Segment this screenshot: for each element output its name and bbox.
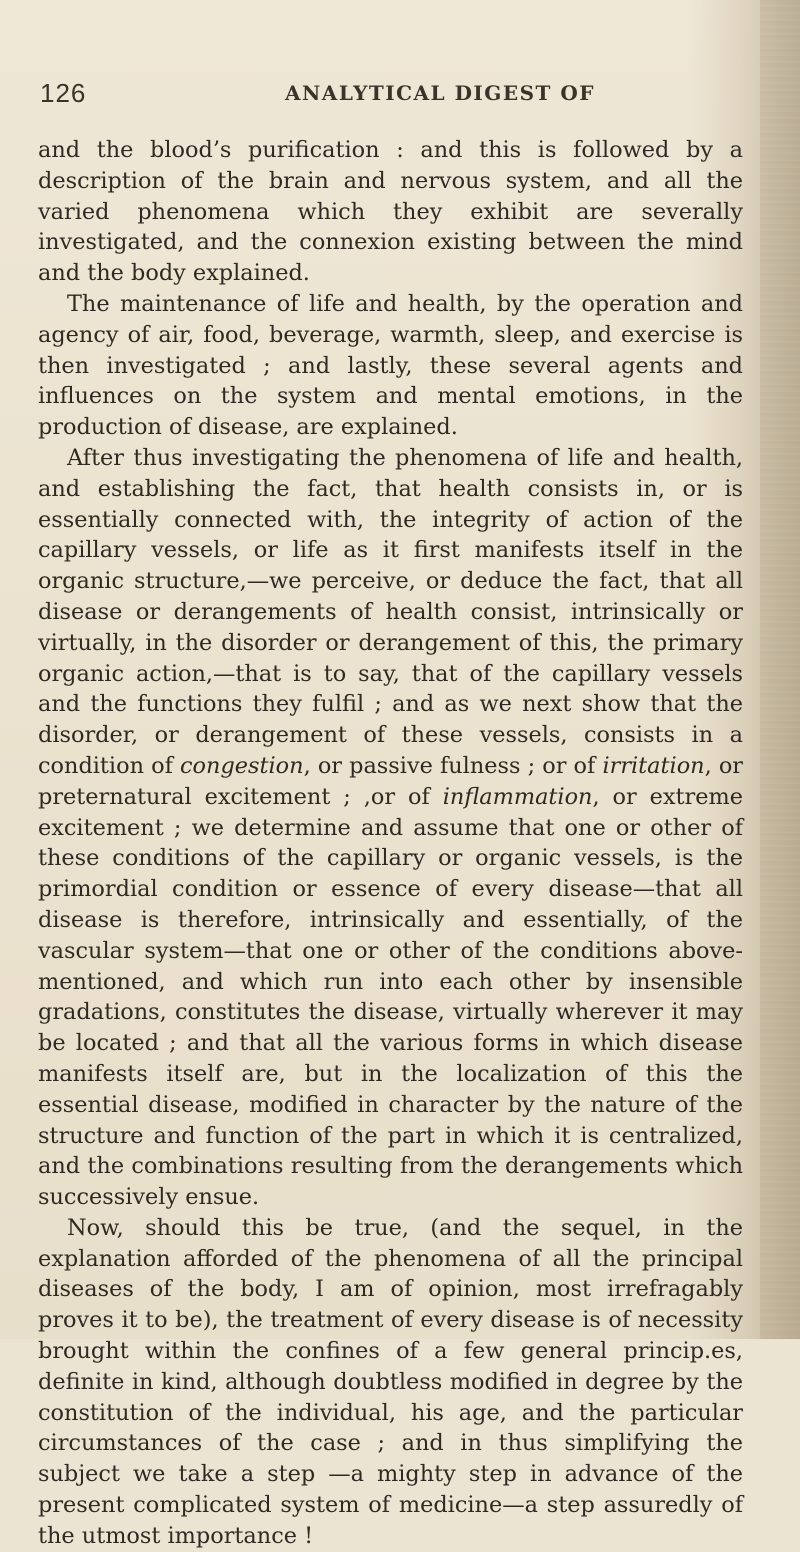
italic-term-irritation: irritation (602, 752, 705, 779)
page-edge (760, 0, 800, 1339)
italic-term-congestion: congestion (180, 752, 304, 779)
text-segment: After thus investigating the phenomena of life and health, and establishing the fact, that health consists in, or is essentially connected with, the integrity of action of the capillary vessels, or life as it first manifests itself in the organic structure,—we perceive, or deduce the fact, that all disease or derangements of health consist, intrinsically or virtually, in the disorder or derangement of this, the primary organic action,—that is to say, that of the capillary vessels and the functions they fulfil ; and as we next show that the disorder, or derangement of these vessels, consists in a condition of (38, 444, 743, 779)
paragraph-1 (38, 135, 743, 289)
paragraph-3 (38, 443, 743, 1213)
text-segment: The maintenance of life and health, by the operation and agency of air, food, beverage, warmth, sleep, and exercise is then investigated ; and lastly, these several agents and influences on the system and mental emotions, in the production of disease, are explained. (38, 290, 743, 441)
paragraph-2 (38, 289, 743, 443)
text-segment: , or passive fulness ; or of (303, 752, 603, 779)
running-head: ANALYTICAL DIGEST OF (285, 81, 596, 105)
text-segment: , or preternatural excitement ; ,or of (38, 752, 744, 810)
page-header (40, 78, 720, 108)
page-number: 126 (40, 78, 87, 108)
text-segment: , or extreme excitement ; we determine and assume that one or other of these conditions of the capillary or organic vessels, is the primordial condition or essence of every disease—that all disease is therefore, intrinsically and essentially, of the vascular system—that one or other of the conditions above-mentioned, and which run into each other by insensible gradations, constitutes the disease, virtually wherever it may be located ; and that all the various forms in which disease manifests itself are, but in the localization of this the essential disease, modified in character by the nature of the structure and function of the part in which it is centralized, and the combinations resulting from the derangements which successively ensue. (38, 783, 743, 1211)
text-segment: and the blood’s purification : and this is followed by a description of the brain and nervous system, and all the varied phenomena which they exhibit are severally investigated, and the connexion existing between the mind and the body explained. (38, 137, 743, 287)
text-segment: Now, should this be true, (and the sequel, in the explanation afforded of the phenomena of all the principal diseases of the body, I am of opinion, most irrefragably proves it to be), the treatment of every disease is of necessity brought within the confines of a few general princip.es, definite in kind, although doubtless modified in degree by the constitution of the individual, his age, and the particular circumstances of the case ; and in thus simplifying the subject we take a step —a mighty step in advance of the present complicated system of medicine—a step assuredly of the utmost importance ! (38, 1214, 743, 1549)
paragraph-4 (38, 1213, 743, 1552)
italic-term-inflammation: inflammation (442, 783, 593, 810)
body-text (38, 135, 743, 1552)
